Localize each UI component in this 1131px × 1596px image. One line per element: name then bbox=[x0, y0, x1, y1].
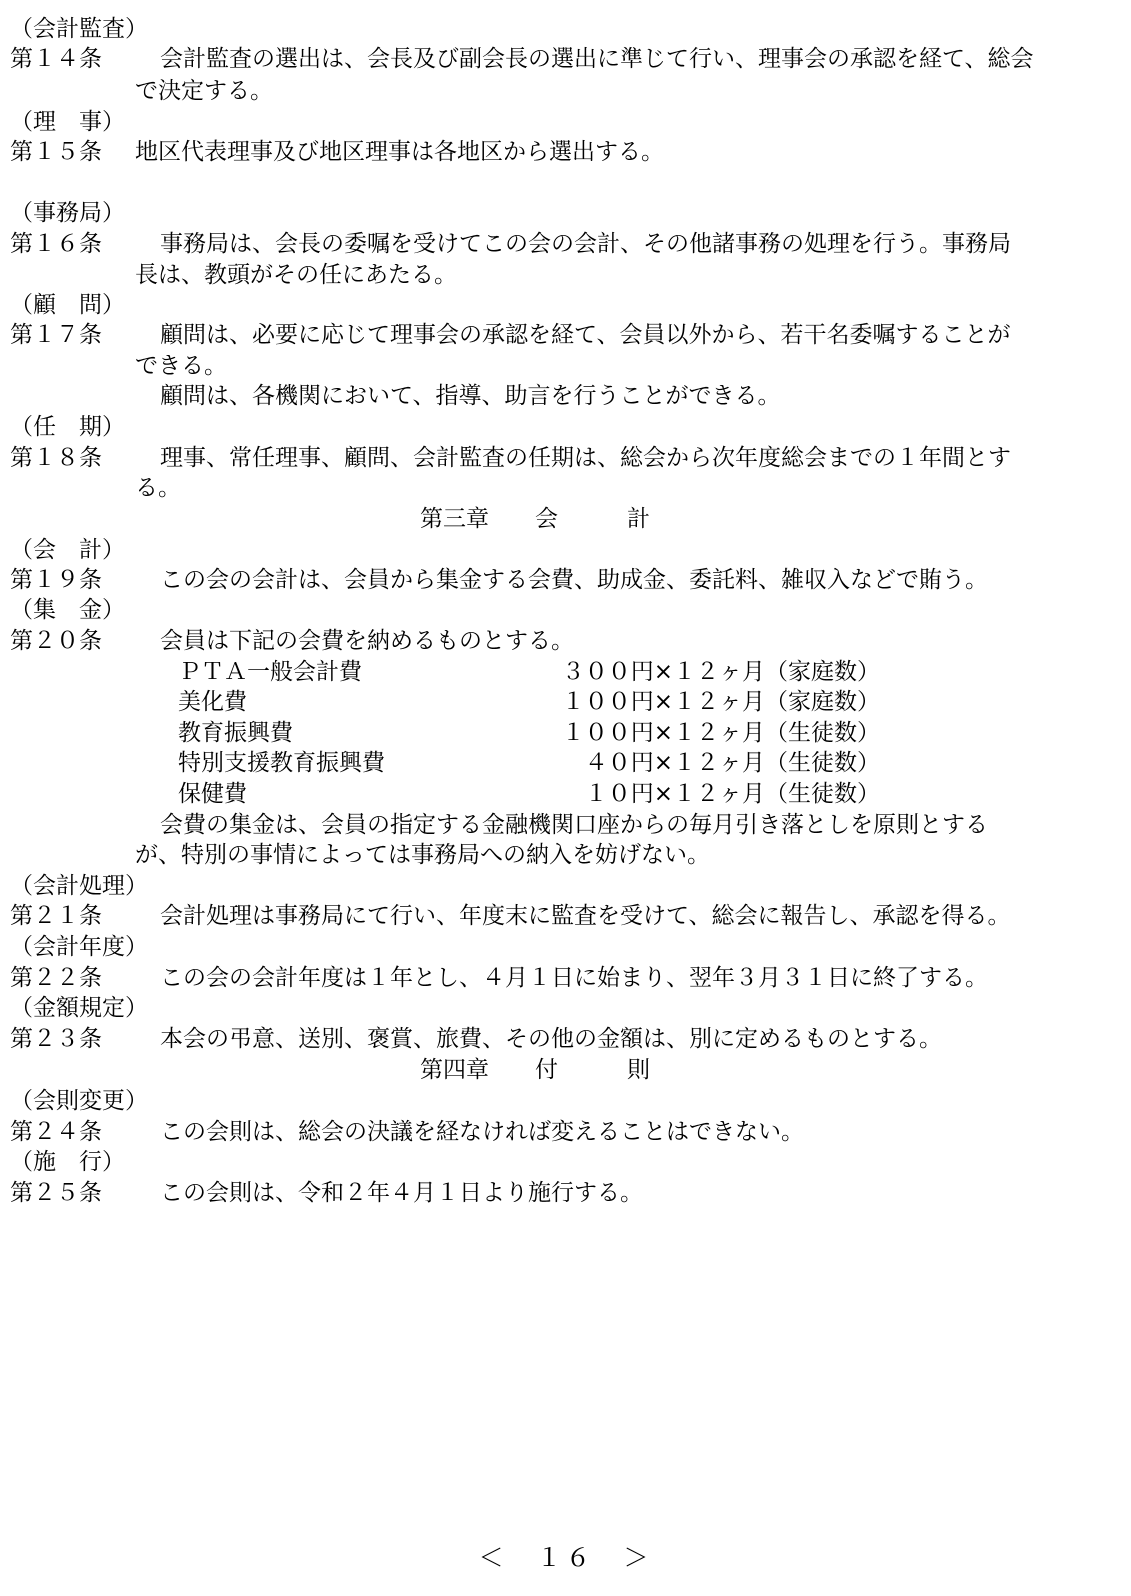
article-22-line1: この会の会計年度は１年とし、４月１日に始まり、翌年３月３１日に終了する。 bbox=[160, 965, 988, 991]
article-21-line1: 会計処理は事務局にて行い、年度末に監査を受けて、総会に報告し、承認を得る。 bbox=[160, 903, 1011, 929]
article-17-line1: 顧問は、必要に応じて理事会の承認を経て、会員以外から、若干名委嘱することが bbox=[160, 322, 1011, 348]
heading-riji: （理 事） bbox=[10, 109, 125, 135]
heading-kaikei: （会 計） bbox=[10, 537, 125, 563]
heading-komon: （顧 問） bbox=[10, 292, 125, 318]
article-20-line1: 会員は下記の会費を納めるものとする。 bbox=[160, 628, 574, 654]
fee-name: ＰＴＡ一般会計費 bbox=[178, 659, 362, 685]
fee-name: 特別支援教育振興費 bbox=[178, 750, 385, 776]
heading-kaikei-nendo: （会計年度） bbox=[10, 934, 148, 960]
article-17-number: 第１７条 bbox=[10, 322, 102, 348]
article-19-number: 第１９条 bbox=[10, 567, 102, 593]
article-17-line3: 顧問は、各機関において、指導、助言を行うことができる。 bbox=[160, 383, 781, 409]
heading-kingaku: （金額規定） bbox=[10, 995, 148, 1021]
article-25-number: 第２５条 bbox=[10, 1180, 102, 1206]
heading-kaikei-shori: （会計処理） bbox=[10, 873, 148, 899]
fee-amount: １０円×１２ヶ月（生徒数） bbox=[584, 781, 880, 807]
article-17-line2: できる。 bbox=[135, 353, 227, 379]
article-16-number: 第１６条 bbox=[10, 231, 102, 257]
fee-amount: １００円×１２ヶ月（家庭数） bbox=[561, 689, 880, 715]
article-18-line1: 理事、常任理事、顧問、会計監査の任期は、総会から次年度総会までの１年間とす bbox=[160, 445, 1011, 471]
heading-shukin: （集 金） bbox=[10, 597, 125, 623]
fee-name: 教育振興費 bbox=[178, 720, 293, 746]
article-19-line1: この会の会計は、会員から集金する会費、助成金、委託料、雑収入などで賄う。 bbox=[160, 567, 988, 593]
heading-seko: （施 行） bbox=[10, 1149, 125, 1175]
heading-jimukyoku: （事務局） bbox=[10, 200, 125, 226]
heading-henko: （会則変更） bbox=[10, 1088, 148, 1114]
article-16-line2: 長は、教頭がその任にあたる。 bbox=[135, 262, 457, 288]
article-21-number: 第２１条 bbox=[10, 903, 102, 929]
article-14-line1: 会計監査の選出は、会長及び副会長の選出に準じて行い、理事会の承認を経て、総会 bbox=[160, 46, 1034, 72]
fee-name: 保健費 bbox=[178, 781, 247, 807]
fee-amount: ３００円×１２ヶ月（家庭数） bbox=[561, 659, 880, 685]
article-23-line1: 本会の弔意、送別、褒賞、旅費、その他の金額は、別に定めるものとする。 bbox=[160, 1026, 942, 1052]
article-18-number: 第１８条 bbox=[10, 445, 102, 471]
chapter-4-title: 第四章 付 則 bbox=[420, 1057, 650, 1083]
heading-ninki: （任 期） bbox=[10, 414, 125, 440]
article-24-number: 第２４条 bbox=[10, 1119, 102, 1145]
article-15-number: 第１５条 bbox=[10, 139, 102, 165]
heading-kaikei-kansa: （会計監査） bbox=[10, 16, 148, 42]
article-20-number: 第２０条 bbox=[10, 628, 102, 654]
fee-name: 美化費 bbox=[178, 689, 247, 715]
article-15-line1: 地区代表理事及び地区理事は各地区から選出する。 bbox=[135, 139, 664, 165]
article-25-line1: この会則は、令和２年４月１日より施行する。 bbox=[160, 1180, 643, 1206]
fee-amount: １００円×１２ヶ月（生徒数） bbox=[561, 720, 880, 746]
article-22-number: 第２２条 bbox=[10, 965, 102, 991]
chapter-3-title: 第三章 会 計 bbox=[420, 506, 650, 532]
fee-amount: ４０円×１２ヶ月（生徒数） bbox=[584, 750, 880, 776]
article-16-line1: 事務局は、会長の委嘱を受けてこの会の会計、その他諸事務の処理を行う。事務局 bbox=[160, 231, 1011, 257]
article-20-line2: 会費の集金は、会員の指定する金融機関口座からの毎月引き落としを原則とする bbox=[160, 812, 988, 838]
article-20-line3: が、特別の事情によっては事務局への納入を妨げない。 bbox=[135, 842, 710, 868]
article-14-line2: で決定する。 bbox=[135, 78, 273, 104]
page-number: ＜ １６ ＞ bbox=[478, 1543, 653, 1572]
article-14-number: 第１４条 bbox=[10, 46, 102, 72]
article-18-line2: る。 bbox=[135, 475, 181, 501]
article-23-number: 第２３条 bbox=[10, 1026, 102, 1052]
article-24-line1: この会則は、総会の決議を経なければ変えることはできない。 bbox=[160, 1119, 804, 1145]
